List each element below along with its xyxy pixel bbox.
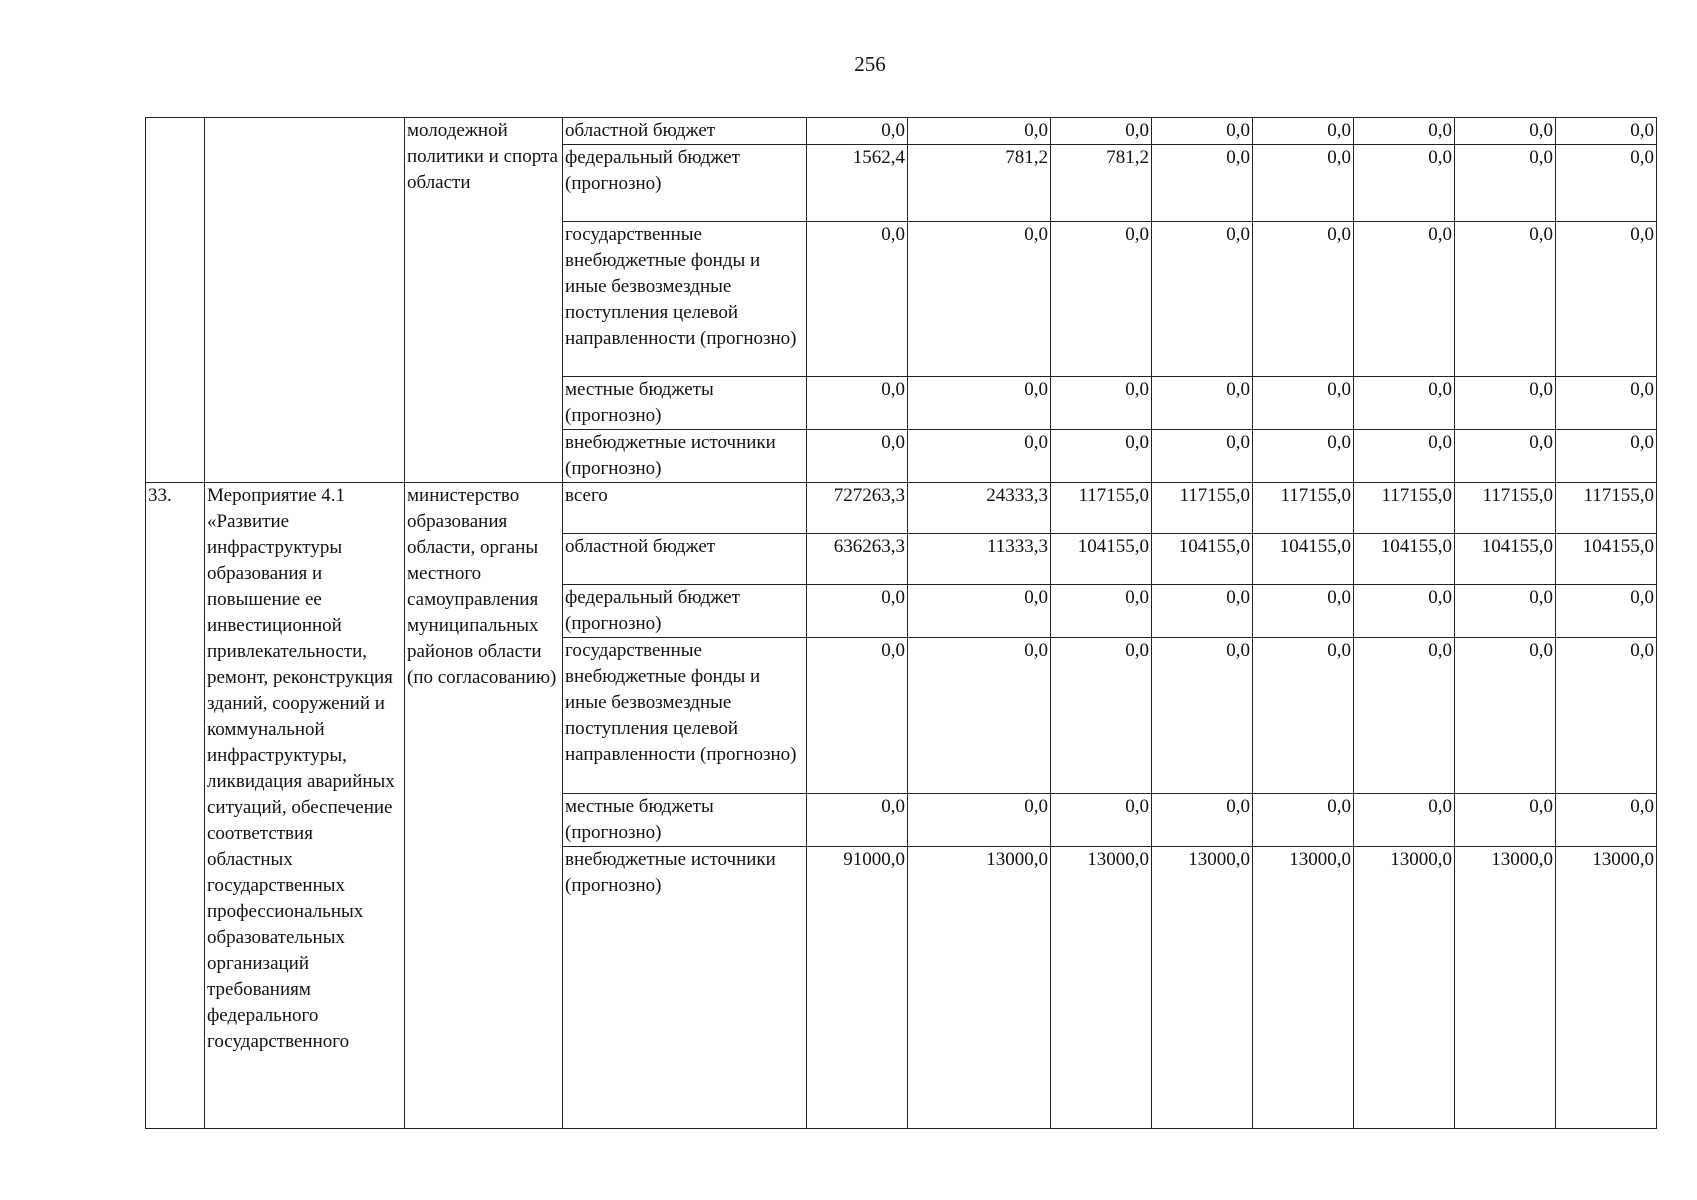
amount-cell: 0,0	[1354, 794, 1455, 847]
amount-cell: 0,0	[908, 794, 1051, 847]
amount-cell: 0,0	[1354, 638, 1455, 794]
amount-cell: 0,0	[1051, 638, 1152, 794]
funding-source-cell: всего	[563, 483, 807, 534]
amount-cell: 0,0	[1455, 585, 1556, 638]
amount-cell: 117155,0	[1354, 483, 1455, 534]
amount-cell: 0,0	[1152, 222, 1253, 377]
amount-cell: 0,0	[1051, 430, 1152, 483]
amount-cell: 0,0	[807, 430, 908, 483]
amount-cell: 0,0	[1051, 222, 1152, 377]
amount-cell: 0,0	[1556, 222, 1657, 377]
amount-cell: 0,0	[1556, 118, 1657, 145]
amount-cell: 0,0	[1455, 222, 1556, 377]
amount-cell: 117155,0	[1253, 483, 1354, 534]
amount-cell: 0,0	[1455, 794, 1556, 847]
amount-cell: 0,0	[908, 222, 1051, 377]
amount-cell: 104155,0	[1455, 534, 1556, 585]
amount-cell: 117155,0	[1051, 483, 1152, 534]
amount-cell: 0,0	[1253, 638, 1354, 794]
amount-cell: 0,0	[1455, 145, 1556, 222]
funding-source-cell: областной бюджет	[563, 534, 807, 585]
activity-title: Мероприятие 4.1 «Развитие инфраструктуры образования и повышение ее инвестиционной привлекательности, ремонт, реконструкция зданий, сооружений и коммунальной инфраструктуры, ликвидация аварийных ситуаций, обеспечение соответствия областных государственных профессиональных образовательных организаций требованиям федерального государственного	[205, 483, 405, 1129]
amount-cell: 0,0	[1556, 794, 1657, 847]
funding-source-cell: государственные внебюджетные фонды и иные безвозмездные поступления целевой направленности (прогнозно)	[563, 638, 807, 794]
funding-source-cell: местные бюджеты (прогнозно)	[563, 794, 807, 847]
amount-cell: 13000,0	[908, 847, 1051, 1129]
table-row	[146, 483, 1657, 534]
amount-cell: 0,0	[1354, 377, 1455, 430]
amount-cell: 0,0	[1253, 222, 1354, 377]
amount-cell: 0,0	[1253, 145, 1354, 222]
amount-cell: 0,0	[908, 377, 1051, 430]
amount-cell: 0,0	[1253, 377, 1354, 430]
amount-cell: 0,0	[1152, 585, 1253, 638]
amount-cell: 0,0	[1455, 118, 1556, 145]
amount-cell: 0,0	[807, 222, 908, 377]
amount-cell: 104155,0	[1556, 534, 1657, 585]
amount-cell: 727263,3	[807, 483, 908, 534]
amount-cell: 0,0	[1556, 430, 1657, 483]
amount-cell: 0,0	[908, 430, 1051, 483]
amount-cell: 0,0	[807, 118, 908, 145]
amount-cell: 13000,0	[1051, 847, 1152, 1129]
amount-cell: 0,0	[1354, 585, 1455, 638]
amount-cell: 91000,0	[807, 847, 908, 1129]
amount-cell: 0,0	[1051, 377, 1152, 430]
executor-cell: молодежной политики и спорта области	[405, 118, 563, 483]
amount-cell: 0,0	[1556, 145, 1657, 222]
amount-cell: 0,0	[1051, 585, 1152, 638]
index-cell-empty	[146, 118, 205, 483]
amount-cell: 13000,0	[1354, 847, 1455, 1129]
amount-cell: 0,0	[1354, 145, 1455, 222]
amount-cell: 0,0	[1152, 118, 1253, 145]
amount-cell: 0,0	[1354, 222, 1455, 377]
funding-source-cell: федеральный бюджет (прогнозно)	[563, 585, 807, 638]
amount-cell: 117155,0	[1152, 483, 1253, 534]
amount-cell: 0,0	[1556, 585, 1657, 638]
amount-cell: 0,0	[1556, 377, 1657, 430]
amount-cell: 636263,3	[807, 534, 908, 585]
amount-cell: 104155,0	[1354, 534, 1455, 585]
amount-cell: 0,0	[1556, 638, 1657, 794]
amount-cell: 0,0	[1051, 794, 1152, 847]
amount-cell: 0,0	[1253, 430, 1354, 483]
amount-cell: 0,0	[1253, 585, 1354, 638]
amount-cell: 0,0	[807, 638, 908, 794]
funding-source-cell: областной бюджет	[563, 118, 807, 145]
amount-cell: 11333,3	[908, 534, 1051, 585]
amount-cell: 0,0	[1455, 638, 1556, 794]
amount-cell: 104155,0	[1152, 534, 1253, 585]
amount-cell: 0,0	[1152, 377, 1253, 430]
funding-source-cell: внебюджетные источники (прогнозно)	[563, 430, 807, 483]
amount-cell: 0,0	[1455, 430, 1556, 483]
table-row	[146, 118, 1657, 145]
executor-cell: министерство образования области, органы местного самоуправления муниципальных районов области (по согласованию)	[405, 483, 563, 1129]
amount-cell: 104155,0	[1253, 534, 1354, 585]
amount-cell: 24333,3	[908, 483, 1051, 534]
amount-cell: 13000,0	[1253, 847, 1354, 1129]
funding-source-cell: государственные внебюджетные фонды и иные безвозмездные поступления целевой направленности (прогнозно)	[563, 222, 807, 377]
amount-cell: 117155,0	[1556, 483, 1657, 534]
amount-cell: 104155,0	[1051, 534, 1152, 585]
amount-cell: 0,0	[908, 585, 1051, 638]
amount-cell: 13000,0	[1556, 847, 1657, 1129]
funding-source-cell: федеральный бюджет (прогнозно)	[563, 145, 807, 222]
amount-cell: 781,2	[1051, 145, 1152, 222]
amount-cell: 0,0	[807, 377, 908, 430]
amount-cell: 0,0	[1051, 118, 1152, 145]
amount-cell: 0,0	[1354, 118, 1455, 145]
row-index: 33.	[146, 483, 205, 1129]
amount-cell: 13000,0	[1152, 847, 1253, 1129]
amount-cell: 0,0	[908, 118, 1051, 145]
budget-table	[145, 117, 1657, 1129]
title-cell-empty	[205, 118, 405, 483]
amount-cell: 0,0	[908, 638, 1051, 794]
funding-source-cell: местные бюджеты (прогнозно)	[563, 377, 807, 430]
funding-source-cell: внебюджетные источники (прогнозно)	[563, 847, 807, 1129]
amount-cell: 0,0	[1152, 145, 1253, 222]
amount-cell: 0,0	[1253, 118, 1354, 145]
page-number: 256	[854, 52, 886, 76]
amount-cell: 0,0	[1152, 794, 1253, 847]
amount-cell: 1562,4	[807, 145, 908, 222]
amount-cell: 0,0	[807, 794, 908, 847]
amount-cell: 0,0	[1455, 377, 1556, 430]
amount-cell: 117155,0	[1455, 483, 1556, 534]
amount-cell: 0,0	[1253, 794, 1354, 847]
amount-cell: 0,0	[1152, 638, 1253, 794]
amount-cell: 0,0	[807, 585, 908, 638]
amount-cell: 0,0	[1354, 430, 1455, 483]
amount-cell: 13000,0	[1455, 847, 1556, 1129]
amount-cell: 781,2	[908, 145, 1051, 222]
amount-cell: 0,0	[1152, 430, 1253, 483]
